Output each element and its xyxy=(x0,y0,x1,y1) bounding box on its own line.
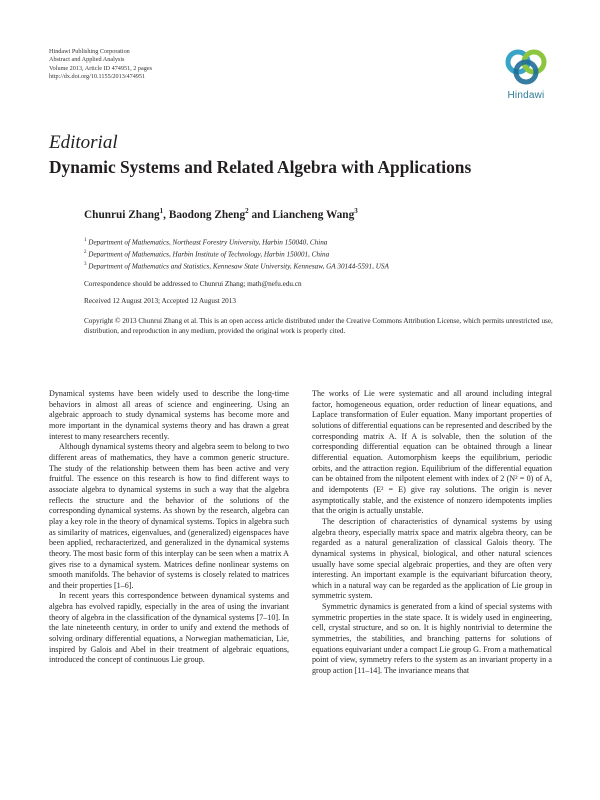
affiliation-marker: 3 xyxy=(354,207,358,215)
logo-wordmark: Hindawi xyxy=(507,90,545,101)
body-paragraph: The description of characteristics of dynamical systems by using algebra theory, especially matrix space and matrix algebra theory, can be regarded as a natural generalization of classical Galois theory. The dynamical systems in physical, biological, and other natural sciences usually have some special algebraic properties, and they are often very interesting. An important example is the equivariant bifurcation theory, which in a natural way can be regarded as the application of Lie group in symmetric system. xyxy=(312,516,552,601)
received-accepted-dates: Received 12 August 2013; Accepted 12 August 2013 xyxy=(84,297,236,305)
affiliation-marker: 1 xyxy=(159,207,164,215)
journal-name: Abstract and Applied Analysis xyxy=(49,56,125,64)
author-separator: and xyxy=(248,208,273,221)
author-separator: , xyxy=(163,208,169,221)
author-list xyxy=(84,207,358,221)
affiliation-item: $^1$ Department of Mathematics, Northeast Forestry University, Harbin 150040, China xyxy=(84,238,328,247)
publisher-name: Hindawi Publishing Corporation xyxy=(49,48,130,55)
affiliation-list xyxy=(84,236,389,272)
section-label: Editorial xyxy=(49,132,118,153)
affiliation-item: $^2$ Department of Mathematics, Harbin Institute of Technology, Harbin 150001, China xyxy=(84,249,330,259)
affiliation-item: $^3$ Department of Mathematics and Statistics, Kennesaw State University, Kennesaw, GA 30144-5591, USA xyxy=(84,261,389,271)
author-name[interactable]: Chunrui Zhang xyxy=(84,208,160,221)
body-column-left xyxy=(49,389,289,666)
author-name[interactable]: Liancheng Wang xyxy=(272,208,355,221)
article-title: Dynamic Systems and Related Algebra with Applications xyxy=(49,157,472,177)
body-column-right xyxy=(312,389,552,677)
affiliation-marker: 2 xyxy=(245,207,249,215)
copyright-notice: Copyright © 2013 Chunrui Zhang et al. This is an open access article distributed under the Creative Commons Attribution License, which permits unrestricted use, distribution, and reproduction in any medium, provided the original work is properly cited. xyxy=(84,317,553,336)
correspondence-line: Correspondence should be addressed to Chunrui Zhang; math@nefu.edu.cn xyxy=(84,280,302,288)
volume-info: Volume 2013, Article ID 474951, 2 pages xyxy=(49,64,152,72)
body-paragraph: Dynamical systems have been widely used to describe the long-time behaviors in almost all areas of science and engineering. Using an algebraic approach to study dynamical systems has become more and more important in the dynamical systems theory and has drawn a great interest to many researchers recently. xyxy=(49,389,289,441)
author-name[interactable]: Baodong Zheng xyxy=(168,208,246,221)
journal-header xyxy=(49,48,152,81)
doi-link[interactable]: http://dx.doi.org/10.1155/2013/474951 xyxy=(49,72,146,80)
body-paragraph: Although dynamical systems theory and algebra seem to belong to two different areas of mathematics, they have a common generic structure. The study of the relationship between them has been active and very fruitful. The essence on this research is how to find different ways to associate algebra to dynamical systems in such a way that the algebra reflects the structure and the behavior of the solutions of the corresponding dynamical systems. As shown by the research, algebra can play a key role in the theory of dynamical systems. Topics in algebra such as similarity of matrices, eigenvalues, and (generalized) eigenspaces have been applied, recharacterized, and generalized in the dynamical systems theory. The most basic form of this interplay can be seen when a matrix A gives rise to a dynamical system. Matrices define nonlinear systems on smooth manifolds. The behavior of systems is closely related to matrices and their properties [1–6]. xyxy=(49,442,289,590)
body-paragraph: Symmetric dynamics is generated from a kind of special systems with symmetric properties in the state space. It is widely used in engineering, cell, crystal structure, and so on. It is highly nontrivial to determine the symmetries, the stabilities, and branching patterns for solutions of equations equivariant under a compact Lie group G. From a mathematical point of view, symmetry refers to the system as an invariant property in a group action [11–14]. The invariance means that xyxy=(312,602,552,676)
body-paragraph: The works of Lie were systematic and all around including integral factor, homogeneous equation, order reduction of linear equations, and Laplace transformation of Euler equation. Many important properties of solutions of differential equations can be represented and described by the corresponding matrix A. If A is solvable, then the solution of the corresponding differential equation can be obtained through a linear differential equation. Automorphism keeps the equilibrium, periodic orbits, and the attraction region. Equilibrium of the differential equation can be obtained from the nilpotent element with index of 2 (N² = 0) of A, and idempotents (E² = E) give ray solutions. The origin is never asymptotically stable, and the existence of nonzero idempotents implies that the origin is actually unstable. xyxy=(312,389,552,516)
body-paragraph: In recent years this correspondence between dynamical systems and algebra has evolved rapidly, especially in the area of using the invariant theory of algebra in the classification of the dynamical systems [7–10]. In the late nineteenth century, in order to unify and extend the methods of solving ordinary differential equations, a Norwegian mathematician, Lie, inspired by Galois and Abel in their treatment of algebraic equations, introduced the concept of continuous Lie group. xyxy=(49,591,289,665)
